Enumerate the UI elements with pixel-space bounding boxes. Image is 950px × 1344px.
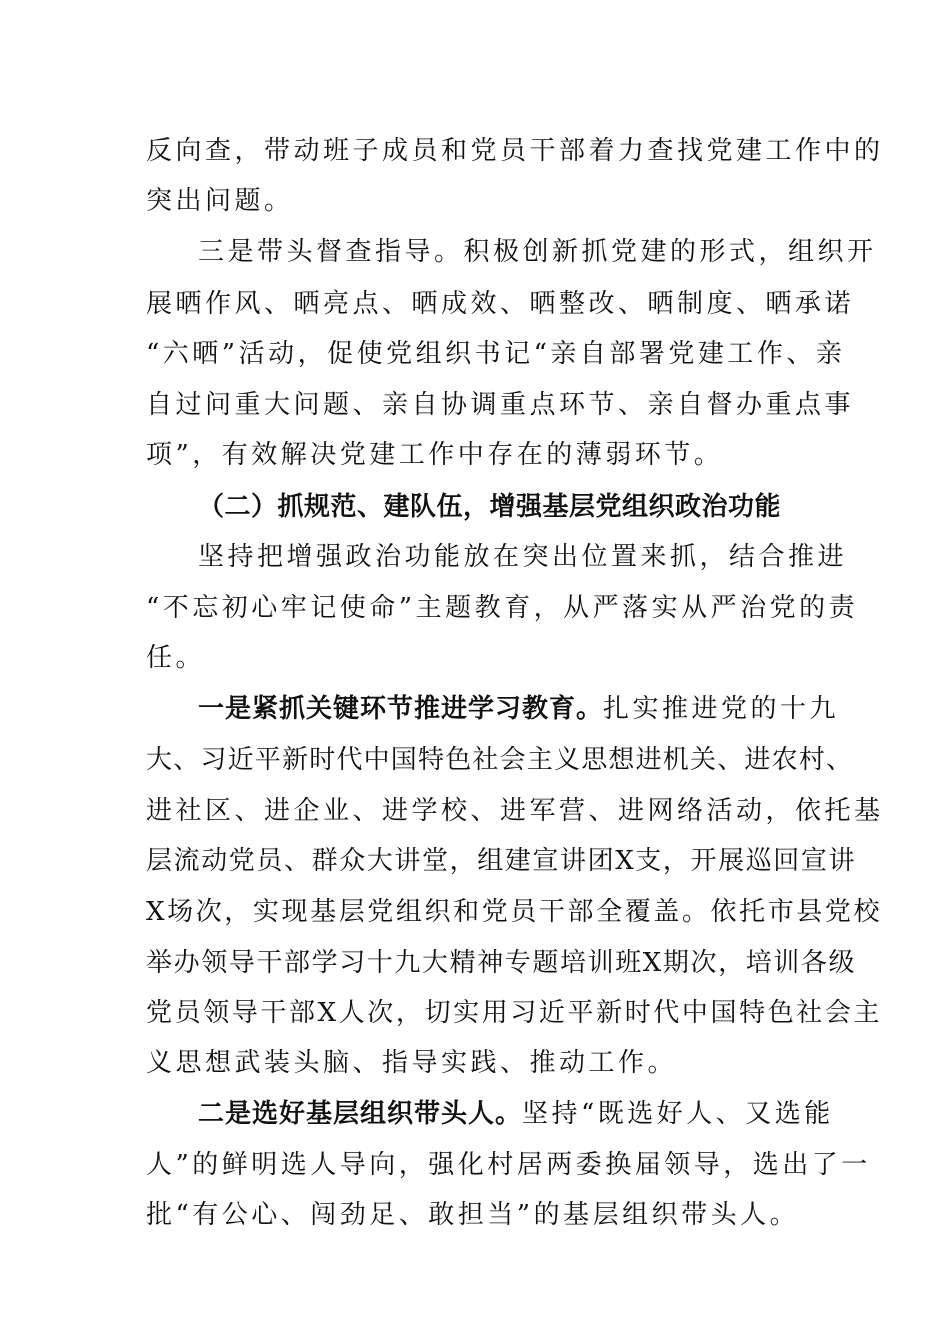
item1-first-rest: 扎实推进党的十九 (603, 694, 840, 724)
body-line: 三是带头督查指导。积极创新抓党建的形式，组织开 (198, 237, 877, 267)
body-line: 举办领导干部学习十九大精神专题培训班X期次，培训各级 (146, 948, 857, 978)
item2-lead: 二是选好基层组织带头人。 (198, 1099, 523, 1129)
body-line: 坚持把增强政治功能放在突出位置来抓，结合推进 (198, 542, 848, 572)
item2-first-rest: 坚持“既选好人、又选能 (522, 1099, 834, 1129)
body-line: “不忘初心牢记使命”主题教育，从严落实从严治党的责 (146, 593, 859, 623)
body-line: “六晒”活动，促使党组织书记“亲自部署党建工作、亲 (146, 339, 846, 369)
body-line: 义思想武装头脑、指导实践、推动工作。 (146, 1048, 678, 1078)
body-line: 大、习近平新时代中国特色社会主义思想进机关、进农村、 (146, 745, 854, 775)
body-line: 党员领导干部X人次，切实用习近平新时代中国特色社会主 (146, 998, 883, 1028)
section-heading: （二）抓规范、建队伍，增强基层党组织政治功能 (198, 492, 782, 522)
body-line: 自过问重大问题、亲自协调重点环节、亲自督办重点事 (146, 390, 855, 420)
item1-first-line (0, 694, 950, 724)
body-line: 批“有公心、闯劲足、敢担当”的基层组织带头人。 (146, 1200, 800, 1230)
item1-lead: 一是紧抓关键环节推进学习教育。 (198, 694, 604, 724)
body-line: 层流动党员、群众大讲堂，组建宣讲团X支，开展巡回宣讲 (146, 846, 857, 876)
body-line: 突出问题。 (146, 186, 294, 216)
body-line: 任。 (146, 643, 206, 673)
body-line: 人”的鲜明选人导向，强化村居两委换届领导，选出了一 (146, 1150, 871, 1180)
body-line: 展晒作风、晒亮点、晒成效、晒整改、晒制度、晒承诺 (146, 289, 855, 319)
item2-first-line (0, 1099, 950, 1129)
body-line: 进社区、进企业、进学校、进军营、进网络活动，依托基 (146, 796, 884, 826)
body-line: 项”，有效解决党建工作中存在的薄弱环节。 (146, 440, 724, 470)
body-line: X场次，实现基层党组织和党员干部全覆盖。依托市县党校 (146, 897, 883, 927)
body-line: 反向查，带动班子成员和党员干部着力查找党建工作中的 (146, 136, 884, 166)
